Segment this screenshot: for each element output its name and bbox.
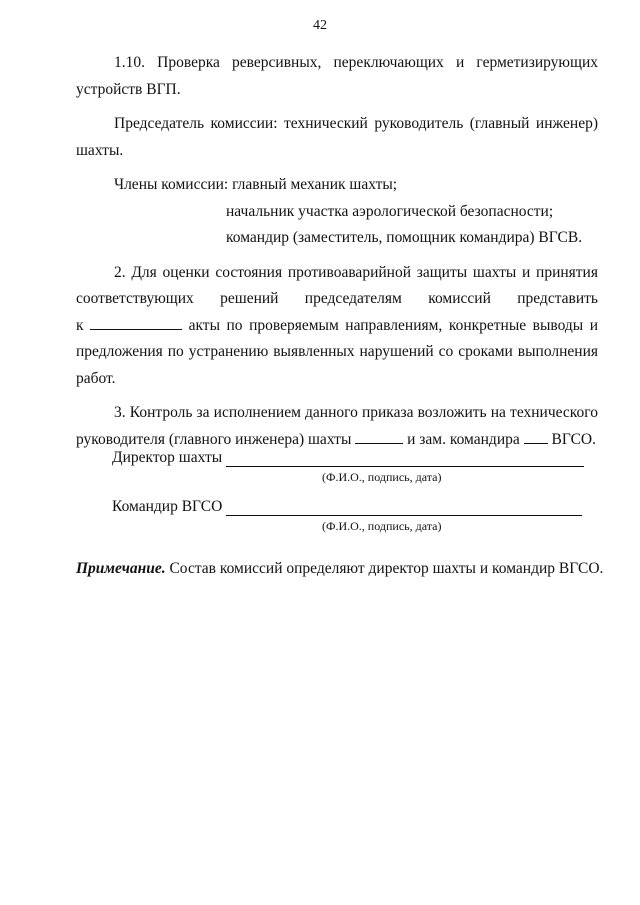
item-2-line3 <box>76 313 598 340</box>
item-3-line2-c: ВГСО. <box>551 430 597 448</box>
item-3-line2-b: и зам. командира <box>407 430 520 448</box>
item-2-line2: соответствующих решений председателям комиссий представить <box>76 290 598 307</box>
signature-commander-label: Командир ВГСО <box>112 498 223 515</box>
item-1-10-line1: 1.10. Проверка реверсивных, переключающих и герметизирующих <box>114 54 598 71</box>
item-2-line3-prefix: к <box>76 316 84 334</box>
vgso-number-blank <box>524 429 548 444</box>
item-2-line5: работ. <box>76 369 116 387</box>
recipient-blank <box>90 315 182 330</box>
members-label-line: Члены комиссии: главный механик шахты; <box>114 176 398 193</box>
signature-director-label: Директор шахты <box>112 449 223 466</box>
signature-commander-line <box>226 495 582 516</box>
signature-commander-caption: (Ф.И.О., подпись, дата) <box>322 519 442 533</box>
item-3-line1: 3. Контроль за исполнением данного приказа возложить на технического <box>114 404 598 421</box>
page-number: 42 <box>313 18 327 33</box>
note-text: Состав комиссий определяют директор шахты и командир ВГСО. <box>169 560 604 577</box>
note <box>76 560 604 578</box>
signature-director-caption: (Ф.И.О., подпись, дата) <box>322 470 442 484</box>
signature-director-line <box>226 446 584 467</box>
item-1-10 <box>76 50 598 103</box>
signature-director <box>112 446 592 485</box>
item-1-10-line2: устройств ВГП. <box>76 80 181 98</box>
item-2-line4: предложения по устранению выявленных нарушений со сроками выполнения <box>76 343 598 360</box>
chairman-line2: шахты. <box>76 141 124 159</box>
item-3-line2-a: руководителя (главного инженера) шахты <box>76 430 352 448</box>
members-line3: командир (заместитель, помощник командира) ВГСВ. <box>226 229 583 246</box>
members <box>76 172 598 252</box>
item-2-line3-suffix: акты по проверяемым направлениям, конкретные выводы и <box>188 316 599 334</box>
item-2-line1: 2. Для оценки состояния противоаварийной защиты шахты и принятия <box>114 263 598 281</box>
chairman-line1: Председатель комиссии: технический руководитель (главный инженер) <box>114 115 598 132</box>
chairman <box>76 111 598 164</box>
item-2 <box>76 260 598 393</box>
note-label: Примечание. <box>76 560 166 577</box>
signature-commander <box>112 495 592 534</box>
document-body <box>76 50 598 461</box>
mine-name-blank <box>355 429 403 444</box>
members-line2: начальник участка аэрологической безопасности; <box>226 202 554 220</box>
